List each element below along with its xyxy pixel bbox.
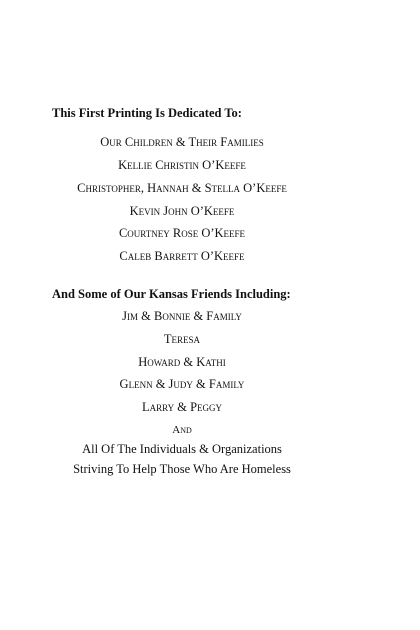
friend-line: Howard & Kathi bbox=[138, 355, 226, 369]
dedication-line: Caleb Barrett O’Keefe bbox=[119, 249, 245, 263]
closing-line: Striving To Help Those Who Are Homeless bbox=[73, 462, 291, 476]
friend-line: Glenn & Judy & Family bbox=[119, 377, 245, 391]
dedication-line: Courtney Rose O’Keefe bbox=[118, 226, 246, 240]
and-line: And bbox=[172, 424, 192, 436]
dedication-line: Our Children & Their Families bbox=[100, 135, 264, 149]
friend-line: Larry & Peggy bbox=[141, 400, 223, 414]
dedication-line: Kellie Christin O’Keefe bbox=[118, 158, 246, 172]
friend-line: Teresa bbox=[163, 332, 201, 346]
dedication-heading: This First Printing Is Dedicated To: bbox=[52, 106, 242, 120]
dedication-line: Kevin John O’Keefe bbox=[129, 204, 235, 218]
friend-line: Jim & Bonnie & Family bbox=[122, 309, 242, 323]
closing-line: All Of The Individuals & Organizations bbox=[82, 442, 282, 456]
dedication-line: Christopher, Hannah & Stella O’Keefe bbox=[77, 181, 287, 195]
friends-heading: And Some of Our Kansas Friends Including: bbox=[52, 287, 291, 301]
